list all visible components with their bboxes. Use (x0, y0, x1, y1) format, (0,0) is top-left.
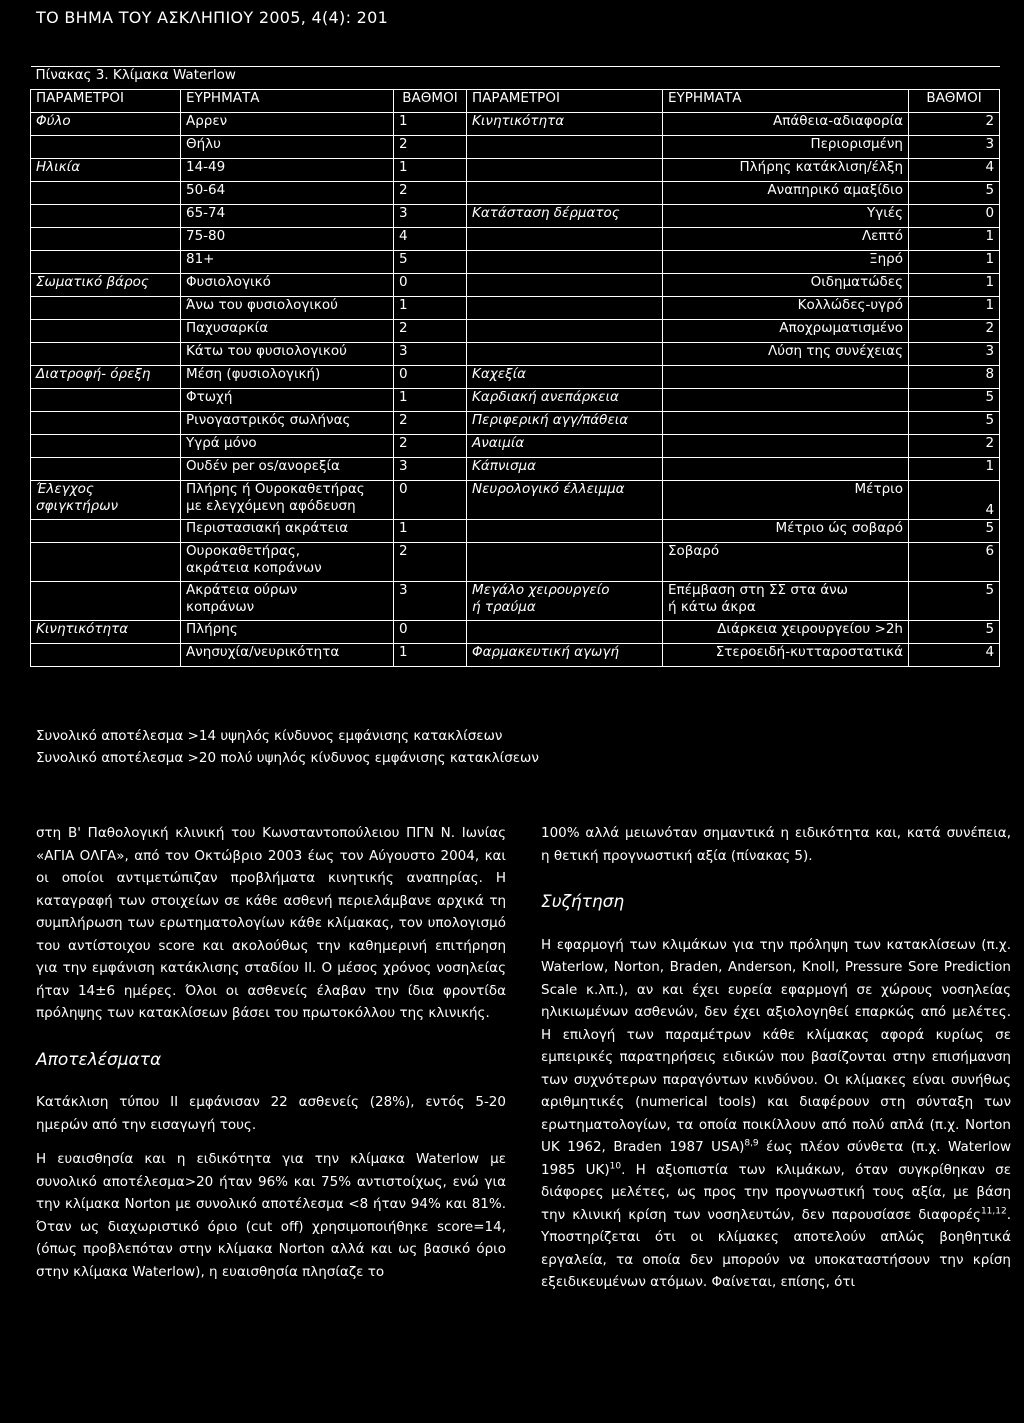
param-cell (467, 343, 663, 366)
score-cell: 3 (909, 343, 1000, 366)
finding-cell: Κολλώδες-υγρό (663, 297, 909, 320)
finding-cell: Ανησυχία/νευρικότητα (181, 644, 394, 667)
table-row (31, 228, 1000, 251)
section-title-discussion: Συζήτηση (541, 892, 625, 912)
finding-cell: Φτωχή (181, 389, 394, 412)
param-cell (31, 389, 181, 412)
score-cell: 1 (909, 251, 1000, 274)
finding-cell (663, 458, 909, 481)
table-row (31, 543, 1000, 582)
param-cell (31, 412, 181, 435)
table-row (31, 113, 1000, 136)
param-cell: Κινητικότητα (31, 621, 181, 644)
score-cell: 2 (909, 435, 1000, 458)
finding-cell: Ξηρό (663, 251, 909, 274)
score-cell: 4 (909, 481, 1000, 520)
journal-header: ΤΟ ΒΗΜΑ ΤΟΥ ΑΣΚΛΗΠΙΟΥ 2005, 4(4): 201 (36, 8, 389, 27)
param-cell (467, 621, 663, 644)
score-cell: 1 (394, 389, 467, 412)
finding-cell: Υγρά μόνο (181, 435, 394, 458)
finding-cell: 65-74 (181, 205, 394, 228)
finding-cell (663, 366, 909, 389)
table-row (31, 644, 1000, 667)
finding-cell: 75-80 (181, 228, 394, 251)
finding-cell: Θήλυ (181, 136, 394, 159)
finding-cell (663, 389, 909, 412)
paragraph: Κατάκλιση τύπου ΙΙ εμφάνισαν 22 ασθενείς (28%), εντός 5-20 ημερών από την εισαγωγή τους. (36, 1094, 506, 1133)
score-cell: 4 (394, 228, 467, 251)
param-cell (467, 320, 663, 343)
finding-cell: Μέση (φυσιολογική) (181, 366, 394, 389)
finding-cell: Στεροειδή-κυτταροστατικά (663, 644, 909, 667)
param-cell: Φύλο (31, 113, 181, 136)
table-row (31, 136, 1000, 159)
table-row (31, 481, 1000, 520)
param-cell (31, 205, 181, 228)
summary-line-2: Συνολικό αποτέλεσμα >20 πολύ υψηλός κίνδυνος εμφάνισης κατακλίσεων (36, 750, 539, 766)
column-header: ΠΑΡΑΜΕΤΡΟΙ (467, 90, 663, 113)
finding-cell: Λύση της συνέχειας (663, 343, 909, 366)
score-cell: 6 (909, 543, 1000, 582)
summary-line-1: Συνολικό αποτέλεσμα >14 υψηλός κίνδυνος εμφάνισης κατακλίσεων (36, 728, 503, 744)
param-cell: Περιφερική αγγ/πάθεια (467, 412, 663, 435)
score-cell: 2 (394, 320, 467, 343)
table-row (31, 412, 1000, 435)
table-row (31, 458, 1000, 481)
param-cell (467, 520, 663, 543)
paragraph: Η εφαρμογή των κλιμάκων για την πρόληψη των κατακλίσεων (π.χ. Waterlow, Norton, Braden, Anderson, Knoll, Pressure Sore Prediction Scale κ.λπ.), αν και έχει ευρεία εφαρμογή σε χώρους νοσηλείας ηλικιωμένων ασθενών, δεν έχει αξιολογηθεί επαρκώς από μελέτες. Η επιλογή των παραμέτρων κάθε κλίμακας αφορά κυρίως σε εμπειρικές παρατηρήσεις ειδικών που βασίζονται στην επισήμανση των συχνότερων παραγόντων κινδύνου. Οι κλίμακες είναι συνήθως αριθμητικές (numerical tools) και διαφέρουν στη σύνταξη των ερωτηματολογίων, τα οποία ποικίλλουν από πολύ απλά (π.χ. Norton UK 1962, Braden 1987 USA)$^{8,9}$ έως πλέον σύνθετα (π.χ. Waterlow 1985 UK)$^{10}$. Η αξιοπιστία των κλιμάκων, όταν συγκρίθηκαν σε διάφορες μελέτες, ως προς την προγνωστική τους αξία, με βάση την κλινική κρίση των νοσηλευτών, δεν παρουσίασε διαφορές$^{11,12}$. Υποστηρίζεται ότι οι κλίμακες αποτελούν απλώς βοηθητικά εργαλεία, τα οποία δεν μπορούν να υποκαταστήσουν την κρίση εξειδικευμένων ατόμων. Φαίνεται, επίσης, ότι (541, 936, 1011, 1290)
table-summary (36, 725, 539, 769)
param-cell (31, 182, 181, 205)
param-cell (467, 136, 663, 159)
table-row (31, 297, 1000, 320)
finding-cell: Λεπτό (663, 228, 909, 251)
param-cell: Σωματικό βάρος (31, 274, 181, 297)
param-cell (467, 228, 663, 251)
param-cell (467, 543, 663, 582)
finding-cell: Ουροκαθετήρας, ακράτεια κοπράνων (181, 543, 394, 582)
score-cell: 2 (909, 320, 1000, 343)
finding-cell: 81+ (181, 251, 394, 274)
left-column (36, 822, 506, 1283)
param-cell: Κινητικότητα (467, 113, 663, 136)
param-cell (31, 520, 181, 543)
finding-cell: Πλήρης (181, 621, 394, 644)
score-cell: 5 (909, 582, 1000, 621)
param-cell: Μεγάλο χειρουργείο ή τραύμα (467, 582, 663, 621)
param-cell (31, 320, 181, 343)
param-cell (31, 644, 181, 667)
table-row (31, 159, 1000, 182)
column-header: ΕΥΡΗΜΑΤΑ (181, 90, 394, 113)
table-row (31, 182, 1000, 205)
finding-cell: Οιδηματώδες (663, 274, 909, 297)
score-cell: 2 (394, 136, 467, 159)
score-cell: 2 (394, 412, 467, 435)
param-cell (467, 297, 663, 320)
score-cell: 0 (394, 366, 467, 389)
finding-cell: Υγιές (663, 205, 909, 228)
param-cell (31, 543, 181, 582)
score-cell: 0 (909, 205, 1000, 228)
column-header: ΠΑΡΑΜΕΤΡΟΙ (31, 90, 181, 113)
finding-cell: Μέτριο ώς σοβαρό (663, 520, 909, 543)
finding-cell: Ουδέν per os/ανορεξία (181, 458, 394, 481)
finding-cell: Επέμβαση στη ΣΣ στα άνω ή κάτω άκρα (663, 582, 909, 621)
score-cell: 5 (909, 182, 1000, 205)
param-cell: Καχεξία (467, 366, 663, 389)
score-cell: 3 (909, 136, 1000, 159)
column-header: ΒΑΘΜΟΙ (909, 90, 1000, 113)
finding-cell: Κάτω του φυσιολογικού (181, 343, 394, 366)
finding-cell: Απάθεια-αδιαφορία (663, 113, 909, 136)
param-cell: Κατάσταση δέρματος (467, 205, 663, 228)
finding-cell: Πλήρης κατάκλιση/έλξη (663, 159, 909, 182)
score-cell: 1 (394, 159, 467, 182)
finding-cell: Ακράτεια ούρων κοπράνων (181, 582, 394, 621)
table-row (31, 320, 1000, 343)
score-cell: 1 (394, 113, 467, 136)
param-cell (31, 343, 181, 366)
score-cell: 5 (909, 520, 1000, 543)
score-cell: 5 (909, 412, 1000, 435)
score-cell: 3 (394, 343, 467, 366)
paragraph: Η ευαισθησία και η ειδικότητα για την κλίμακα Waterlow με συνολικό αποτέλεσμα>20 ήταν 96% και 75% αντιστοίχως, ενώ για την κλίμακα Norton με συνολικό αποτέλεσμα <8 ήταν 94% και 81%. Όταν ως διαχωριστικό όριο (cut off) χρησιμοποιήθηκε score=14, (όπως προβλεπόταν στην κλίμακα Norton αλλά και ως βασικό όριο στην κλίμακα Waterlow), η ευαισθησία πλησίαζε το (36, 1151, 506, 1280)
waterlow-table (30, 66, 999, 667)
paragraph: 100% αλλά μειωνόταν σημαντικά η ειδικότητα και, κατά συνέπεια, η θετική προγνωστική αξία (πίνακας 5). (541, 825, 1011, 864)
score-cell: 1 (394, 520, 467, 543)
table-caption: Πίνακας 3. Κλίμακα Waterlow (31, 67, 1000, 90)
finding-cell: Άνω του φυσιολογικού (181, 297, 394, 320)
table-row (31, 251, 1000, 274)
score-cell: 1 (909, 228, 1000, 251)
score-cell: 0 (394, 621, 467, 644)
paragraph: στη Β' Παθολογική κλινική του Κωνσταντοπούλειου ΠΓΝ Ν. Ιωνίας «ΑΓΙΑ ΟΛΓΑ», από τον Οκτώβριο 2003 έως τον Αύγουστο 2004, και οι οποίοι αντιμετώπιζαν προβλήματα κινητικής αναπηρίας. Η καταγραφή των στοιχείων σε κάθε ασθενή περιελάμβανε αρχικά τη συμπλήρωση των ερωτηματολογίων κάθε κλίμακας, τον υπολογισμό του αντίστοιχου score και ακολούθως την καθημερινή επιτήρηση για την εμφάνιση κατάκλισης σταδίου ΙΙ. Ο μέσος χρόνος νοσηλείας ήταν 14±6 ημέρες. Όλοι οι ασθενείς έλαβαν την ίδια φροντίδα πρόληψης των κατακλίσεων βάσει του πρωτοκόλλου της κλινικής. (36, 825, 506, 1021)
column-header: ΕΥΡΗΜΑΤΑ (663, 90, 909, 113)
finding-cell: Μέτριο (663, 481, 909, 520)
param-cell (31, 458, 181, 481)
score-cell: 3 (394, 205, 467, 228)
score-cell: 4 (909, 159, 1000, 182)
param-cell (467, 159, 663, 182)
finding-cell: 50-64 (181, 182, 394, 205)
score-cell: 1 (394, 297, 467, 320)
column-header: ΒΑΘΜΟΙ (394, 90, 467, 113)
finding-cell: Διάρκεια χειρουργείου >2h (663, 621, 909, 644)
score-cell: 5 (909, 621, 1000, 644)
score-cell: 5 (909, 389, 1000, 412)
score-cell: 0 (394, 481, 467, 520)
finding-cell (663, 435, 909, 458)
finding-cell: Σοβαρό (663, 543, 909, 582)
score-cell: 3 (394, 582, 467, 621)
param-cell (467, 182, 663, 205)
table-row (31, 205, 1000, 228)
param-cell (31, 251, 181, 274)
param-cell (467, 274, 663, 297)
param-cell: Καρδιακή ανεπάρκεια (467, 389, 663, 412)
score-cell: 2 (394, 543, 467, 582)
score-cell: 0 (394, 274, 467, 297)
score-cell: 1 (909, 274, 1000, 297)
score-cell: 1 (394, 644, 467, 667)
score-cell: 3 (394, 458, 467, 481)
table-row (31, 366, 1000, 389)
finding-cell: Περιορισμένη (663, 136, 909, 159)
right-column (541, 822, 1011, 1294)
param-cell: Έλεγχος σφιγκτήρων (31, 481, 181, 520)
score-cell: 8 (909, 366, 1000, 389)
score-cell: 1 (909, 297, 1000, 320)
finding-cell: Ρινογαστρικός σωλήνας (181, 412, 394, 435)
score-cell: 4 (909, 644, 1000, 667)
finding-cell (663, 412, 909, 435)
table-row (31, 343, 1000, 366)
param-cell (31, 435, 181, 458)
score-cell: 2 (394, 182, 467, 205)
score-cell: 1 (909, 458, 1000, 481)
table-row (31, 582, 1000, 621)
param-cell (31, 136, 181, 159)
finding-cell: Αναπηρικό αμαξίδιο (663, 182, 909, 205)
param-cell: Διατροφή- όρεξη (31, 366, 181, 389)
finding-cell: 14-49 (181, 159, 394, 182)
table-row (31, 389, 1000, 412)
score-cell: 5 (394, 251, 467, 274)
finding-cell: Παχυσαρκία (181, 320, 394, 343)
finding-cell: Αποχρωματισμένο (663, 320, 909, 343)
param-cell (31, 297, 181, 320)
table-row (31, 621, 1000, 644)
finding-cell: Περιστασιακή ακράτεια (181, 520, 394, 543)
score-cell: 2 (394, 435, 467, 458)
score-cell: 2 (909, 113, 1000, 136)
section-title-results: Αποτελέσματα (36, 1049, 162, 1070)
param-cell: Φαρμακευτική αγωγή (467, 644, 663, 667)
param-cell: Ηλικία (31, 159, 181, 182)
param-cell: Νευρολογικό έλλειμμα (467, 481, 663, 520)
table-row (31, 435, 1000, 458)
param-cell: Κάπνισμα (467, 458, 663, 481)
param-cell (467, 251, 663, 274)
finding-cell: Πλήρης ή Ουροκαθετήρας με ελεγχόμενη αφόδευση (181, 481, 394, 520)
param-cell: Αναιμία (467, 435, 663, 458)
table-row (31, 520, 1000, 543)
table-row (31, 274, 1000, 297)
param-cell (31, 228, 181, 251)
finding-cell: Αρρεν (181, 113, 394, 136)
param-cell (31, 582, 181, 621)
finding-cell: Φυσιολογικό (181, 274, 394, 297)
